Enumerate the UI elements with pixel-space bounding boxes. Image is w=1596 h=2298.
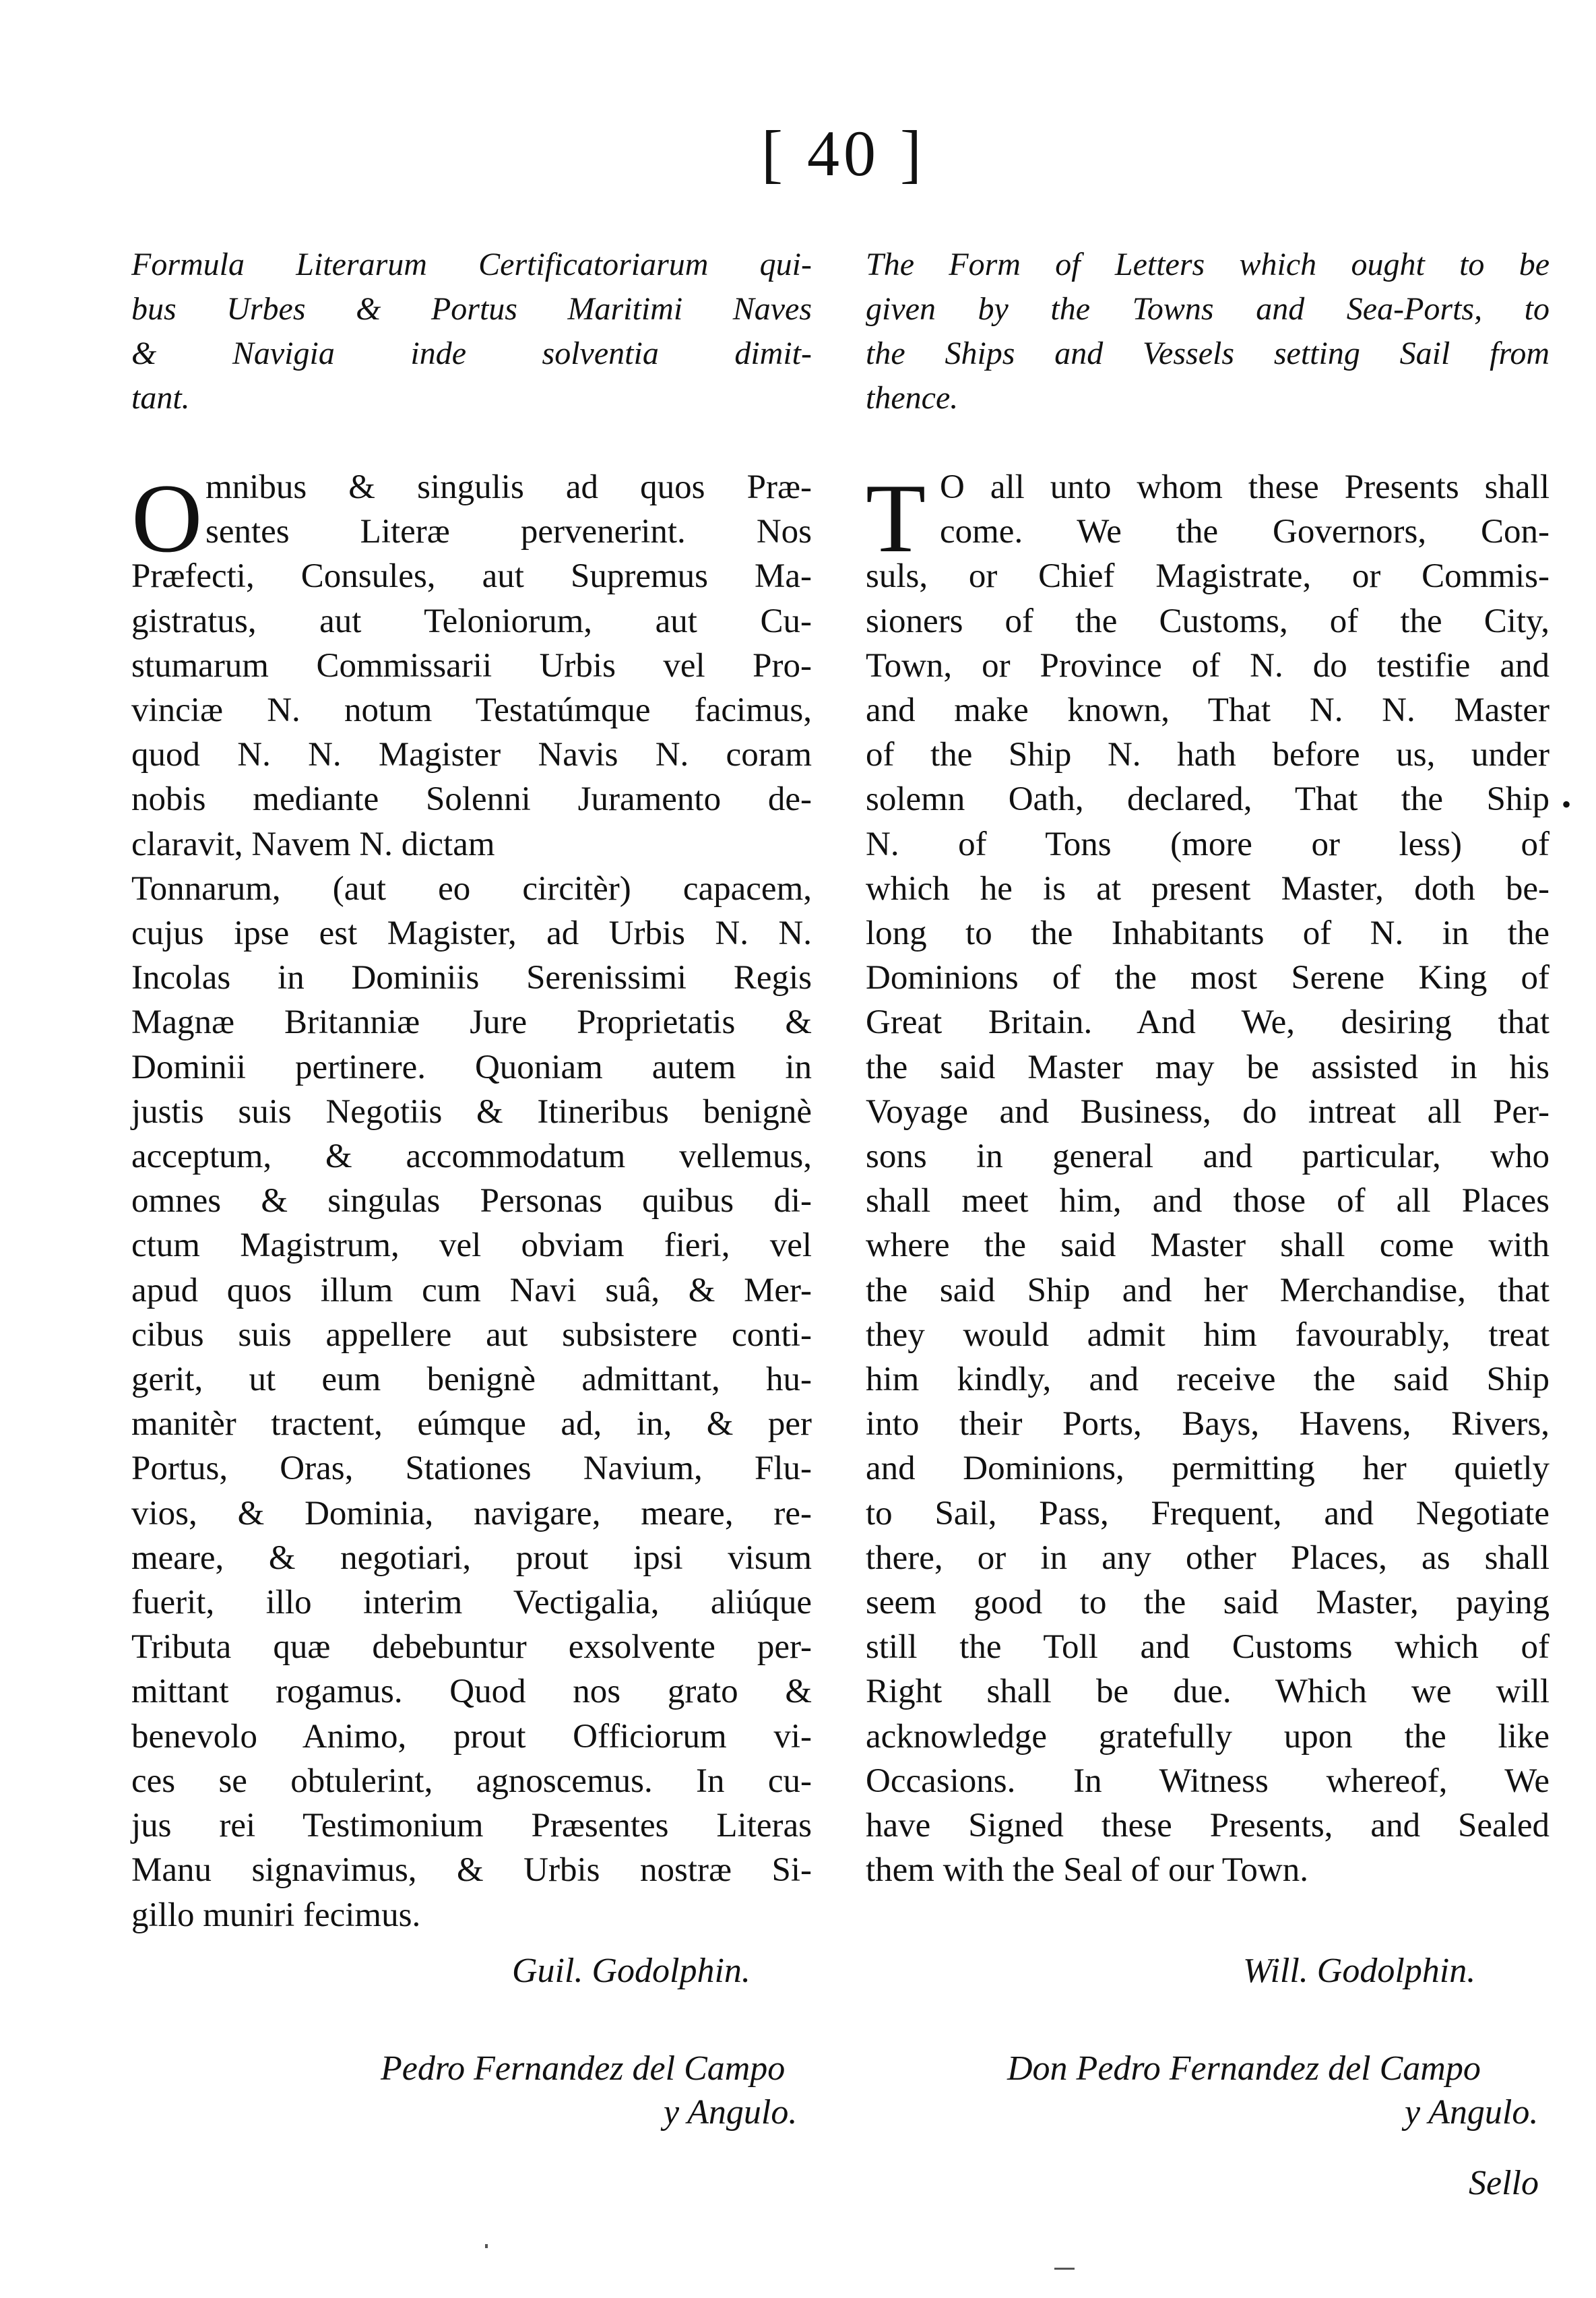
english-line: and Dominions, permitting her quietly: [866, 1450, 1550, 1488]
english-dropcap: T: [866, 464, 926, 573]
latin-signature-fernandez-line1: Pedro Fernandez del Campo: [381, 2049, 786, 2088]
latin-line: stumarum Commissarii Urbis vel Pro-: [131, 646, 812, 685]
english-body: [866, 465, 1550, 1893]
english-line: the said Master may be assisted in his: [866, 1048, 1550, 1086]
margin-dot: •: [1562, 789, 1572, 819]
english-signature-fernandez-line1: Don Pedro Fernandez del Campo: [1007, 2049, 1481, 2088]
english-line: Voyage and Business, do intreat all Per-: [866, 1092, 1550, 1131]
english-line: have Signed these Presents, and Sealed: [866, 1807, 1550, 1845]
english-column: [866, 243, 1550, 1890]
latin-heading-line: Formula Literarum Certificatoriarum qui-: [131, 247, 812, 282]
latin-line: meare, & negotiari, prout ipsi visum: [131, 1539, 812, 1577]
latin-column: [131, 243, 812, 1934]
english-line: seem good to the said Master, paying: [866, 1584, 1550, 1622]
stray-ink-mark: [485, 2244, 488, 2248]
latin-line: cujus ipse est Magister, ad Urbis N. N.: [131, 914, 812, 953]
english-heading-line: given by the Towns and Sea-Ports, to: [866, 291, 1550, 327]
english-line: come. We the Governors, Con-: [940, 513, 1550, 551]
latin-line: claravit, Navem N. dictam: [131, 825, 495, 863]
stray-ink-mark: [1054, 2268, 1075, 2270]
page-number: [ 40 ]: [761, 117, 926, 189]
latin-line: nobis mediante Solenni Juramento de-: [131, 780, 812, 819]
latin-line: Incolas in Dominiis Serenissimi Regis: [131, 959, 812, 997]
latin-line: justis suis Negotiis & Itineribus benignè: [131, 1092, 812, 1131]
latin-heading: [131, 243, 812, 421]
english-line: which he is at present Master, doth be-: [866, 869, 1550, 908]
english-line: sons in general and particular, who: [866, 1138, 1550, 1176]
english-line: Town, or Province of N. do testifie and: [866, 646, 1550, 685]
latin-line: Præfecti, Consules, aut Supremus Ma-: [131, 557, 812, 596]
latin-heading-line: bus Urbes & Portus Maritimi Naves: [131, 291, 812, 327]
english-heading-line: the Ships and Vessels setting Sail from: [866, 336, 1550, 371]
latin-line: ctum Magistrum, vel obviam fieri, vel: [131, 1226, 812, 1265]
english-heading-line: thence.: [866, 380, 959, 416]
latin-line: mnibus & singulis ad quos Præ-: [205, 468, 812, 506]
english-signature-fernandez-line2: y Angulo.: [1405, 2093, 1539, 2132]
latin-line: cibus suis appellere aut subsistere conti-: [131, 1315, 812, 1354]
english-line: where the said Master shall come with: [866, 1226, 1550, 1265]
latin-line: Tonnarum, (aut eo circitèr) capacem,: [131, 869, 812, 908]
latin-line: acceptum, & accommodatum vellemus,: [131, 1138, 812, 1176]
english-line: suls, or Chief Magistrate, or Commis-: [866, 557, 1550, 596]
english-line: long to the Inhabitants of N. in the: [866, 914, 1550, 953]
english-line: him kindly, and receive the said Ship: [866, 1361, 1550, 1399]
english-line: them with the Seal of our Town.: [866, 1851, 1308, 1890]
english-line: O all unto whom these Presents shall: [940, 468, 1550, 506]
english-line: still the Toll and Customs which of: [866, 1628, 1550, 1667]
english-line: solemn Oath, declared, That the Ship: [866, 780, 1550, 819]
latin-line: Magnæ Britanniæ Jure Proprietatis &: [131, 1003, 812, 1042]
latin-body: [131, 465, 812, 1937]
latin-line: apud quos illum cum Navi suâ, & Mer-: [131, 1271, 812, 1309]
latin-dropcap: O: [131, 464, 203, 573]
english-line: Great Britain. And We, desiring that: [866, 1003, 1550, 1042]
latin-line: gillo muniri fecimus.: [131, 1896, 421, 1934]
english-heading-line: The Form of Letters which ought to be: [866, 247, 1550, 282]
latin-line: sentes Literæ pervenerint. Nos: [205, 513, 812, 551]
latin-line: quod N. N. Magister Navis N. coram: [131, 736, 812, 774]
english-line: Occasions. In Witness whereof, We: [866, 1762, 1550, 1800]
latin-heading-line: & Navigia inde solventia dimit-: [131, 336, 812, 371]
english-line: they would admit him favourably, treat: [866, 1315, 1550, 1354]
english-line: N. of Tons (more or less) of: [866, 825, 1550, 863]
latin-line: Portus, Oras, Stationes Navium, Flu-: [131, 1450, 812, 1488]
english-signature-godolphin: Will. Godolphin.: [1243, 1952, 1476, 1990]
latin-heading-line: tant.: [131, 380, 190, 416]
english-line: the said Ship and her Merchandise, that: [866, 1271, 1550, 1309]
english-seal-label: Sello: [1469, 2164, 1539, 2202]
latin-line: gerit, ut eum benignè admittant, hu-: [131, 1361, 812, 1399]
latin-line: Tributa quæ debebuntur exsolvente per-: [131, 1628, 812, 1667]
english-line: to Sail, Pass, Frequent, and Negotiate: [866, 1494, 1550, 1532]
english-line: Right shall be due. Which we will: [866, 1673, 1550, 1711]
english-line: and make known, That N. N. Master: [866, 691, 1550, 730]
latin-line: gistratus, aut Teloniorum, aut Cu-: [131, 602, 812, 640]
english-line: sioners of the Customs, of the City,: [866, 602, 1550, 640]
english-line: Dominions of the most Serene King of: [866, 959, 1550, 997]
latin-line: fuerit, illo interim Vectigalia, aliúque: [131, 1584, 812, 1622]
latin-line: omnes & singulas Personas quibus di-: [131, 1182, 812, 1220]
latin-line: benevolo Animo, prout Officiorum vi-: [131, 1717, 812, 1756]
english-line: acknowledge gratefully upon the like: [866, 1717, 1550, 1756]
latin-line: jus rei Testimonium Præsentes Literas: [131, 1807, 812, 1845]
latin-signature-godolphin: Guil. Godolphin.: [512, 1952, 751, 1990]
latin-line: Manu signavimus, & Urbis nostræ Si-: [131, 1851, 812, 1890]
english-heading: [866, 243, 1550, 421]
latin-line: vinciæ N. notum Testatúmque facimus,: [131, 691, 812, 730]
latin-line: manitèr tractent, eúmque ad, in, & per: [131, 1405, 812, 1443]
english-line: there, or in any other Places, as shall: [866, 1539, 1550, 1577]
english-line: shall meet him, and those of all Places: [866, 1182, 1550, 1220]
latin-line: mittant rogamus. Quod nos grato &: [131, 1673, 812, 1711]
latin-line: Dominii pertinere. Quoniam autem in: [131, 1048, 812, 1086]
english-line: into their Ports, Bays, Havens, Rivers,: [866, 1405, 1550, 1443]
latin-line: ces se obtulerint, agnoscemus. In cu-: [131, 1762, 812, 1800]
latin-signature-fernandez-line2: y Angulo.: [664, 2093, 798, 2132]
english-line: of the Ship N. hath before us, under: [866, 736, 1550, 774]
latin-line: vios, & Dominia, navigare, meare, re-: [131, 1494, 812, 1532]
